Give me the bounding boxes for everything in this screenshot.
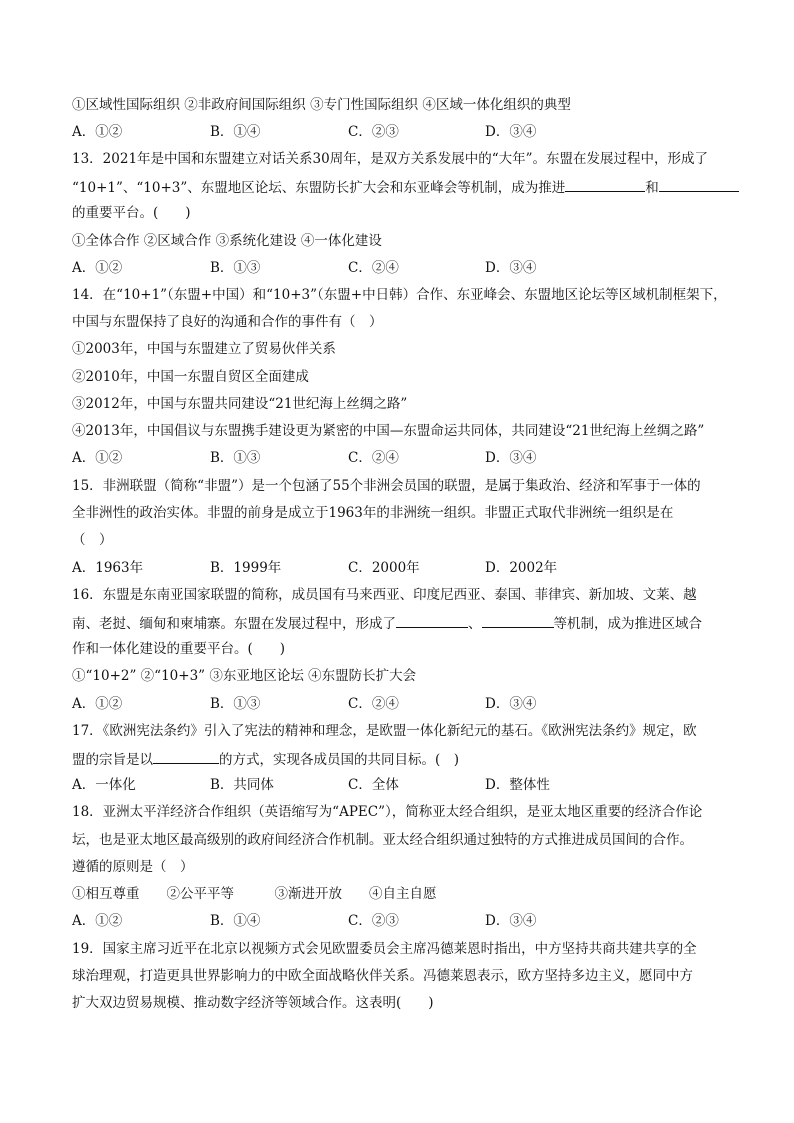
q15-stem-line1: 15．非洲联盟（简称“非盟”）是一个包涵了55个非洲会员国的联盟，是属于集政治、经济和军事于一体的 bbox=[72, 478, 701, 494]
q14-choice-1: ①2003年，中国与东盟建立了贸易伙伴关系 bbox=[72, 341, 336, 357]
q12-choices: ①区域性国际组织 ②非政府间国际组织 ③专门性国际组织 ④区域一体化组织的典型 bbox=[72, 97, 571, 113]
q17-stem-line2 bbox=[72, 749, 459, 769]
q13-blank-1 bbox=[565, 177, 645, 192]
q13-option-d[interactable]: D．③④ bbox=[485, 260, 537, 276]
q16-stem-text-c: 等机制，成为推进区域合 bbox=[553, 616, 702, 632]
q14-choice-3: ③2012年，中国与东盟共同建设“21世纪海上丝绸之路” bbox=[72, 396, 408, 412]
q15-option-d[interactable]: D．2002年 bbox=[485, 560, 558, 576]
q13-choices: ①全体合作 ②区域合作 ③系统化建设 ④一体化建设 bbox=[72, 233, 382, 249]
q16-option-c[interactable]: C．②④ bbox=[348, 696, 399, 712]
q13-blank-2 bbox=[659, 177, 739, 192]
q18-stem-line2: 坛，也是亚太地区最高级别的政府间经济合作机制。亚太经合组织通过独特的方式推进成员国间的合作。 bbox=[72, 832, 693, 848]
q17-stem-text-b: 的方式，实现各成员国的共同目标。( ) bbox=[219, 752, 460, 768]
q16-stem-line1: 16．东盟是东南亚国家联盟的简称，成员国有马来西亚、印度尼西亚、泰国、菲律宾、新加坡、文莱、越 bbox=[72, 587, 697, 603]
q14-option-c[interactable]: C．②④ bbox=[348, 450, 399, 466]
q17-option-a[interactable]: A．一体化 bbox=[72, 777, 136, 793]
q16-option-d[interactable]: D．③④ bbox=[485, 696, 537, 712]
q15-option-c[interactable]: C．2000年 bbox=[348, 560, 420, 576]
q16-stem-text-a: 南、老挝、缅甸和柬埔寨。东盟在发展过程中，形成了 bbox=[72, 616, 396, 632]
q13-stem-line3: 的重要平台。( ) bbox=[72, 205, 191, 221]
q15-option-b[interactable]: B．1999年 bbox=[210, 560, 282, 576]
q14-stem-line1: 14．在“10+1”（东盟+中国）和“10+3”（东盟+中日韩）合作、东亚峰会、东盟地区论坛等区域机制框架下， bbox=[72, 287, 727, 303]
q17-option-d[interactable]: D．整体性 bbox=[485, 777, 550, 793]
q18-choices: ①相互尊重 ②公平平等 ③渐进开放 ④自主自愿 bbox=[72, 886, 437, 902]
q18-option-d[interactable]: D．③④ bbox=[485, 913, 537, 929]
q19-stem-line2: 球治理观，打造更具世界影响力的中欧全面战略伙伴关系。冯德莱恩表示，欧方坚持多边主义，愿同中方 bbox=[72, 968, 693, 984]
q16-option-b[interactable]: B．①③ bbox=[210, 696, 261, 712]
q17-stem-text-a: 盟的宗旨是以 bbox=[72, 752, 153, 768]
q13-stem-text-a: “10+1”、“10+3”、东盟地区论坛、东盟防长扩大会和东亚峰会等机制，成为推进 bbox=[72, 180, 566, 196]
q19-stem-line3: 扩大双边贸易规模、推动数字经济等领域合作。这表明( ) bbox=[72, 995, 434, 1011]
q17-option-c[interactable]: C．全体 bbox=[348, 777, 399, 793]
q14-choice-2: ②2010年，中国一东盟自贸区全面建成 bbox=[72, 369, 309, 385]
q12-option-c[interactable]: C．②③ bbox=[348, 124, 399, 140]
q12-option-a[interactable]: A．①② bbox=[72, 124, 123, 140]
q16-choices: ①“10+2” ②“10+3” ③东亚地区论坛 ④东盟防长扩大会 bbox=[72, 668, 417, 684]
q13-stem-line2 bbox=[72, 177, 739, 197]
q13-option-b[interactable]: B．①③ bbox=[210, 260, 261, 276]
q16-stem-line3: 作和一体化建设的重要平台。( ) bbox=[72, 641, 286, 657]
q17-blank bbox=[153, 749, 219, 764]
q18-option-b[interactable]: B．①④ bbox=[210, 913, 261, 929]
q16-stem-text-b: 、 bbox=[468, 616, 482, 632]
q14-option-d[interactable]: D．③④ bbox=[485, 450, 537, 466]
q14-stem-line2: 中国与东盟保持了良好的沟通和合作的事件有（ ） bbox=[72, 314, 383, 330]
q18-option-a[interactable]: A．①② bbox=[72, 913, 123, 929]
q14-choice-4: ④2013年，中国倡议与东盟携手建设更为紧密的中国—东盟命运共同体，共同建设“21世纪海上丝绸之路” bbox=[72, 423, 705, 439]
q13-option-c[interactable]: C．②④ bbox=[348, 260, 399, 276]
q19-stem-line1: 19．国家主席习近平在北京以视频方式会见欧盟委员会主席冯德莱恩时指出，中方坚持共商共建共享的全 bbox=[72, 941, 697, 957]
q15-stem-line2: 全非洲性的政治实体。非盟的前身是成立于1963年的非洲统一组织。非盟正式取代非洲统一组织是在 bbox=[72, 505, 674, 521]
q13-stem-text-b: 和 bbox=[645, 180, 659, 196]
q13-option-a[interactable]: A．①② bbox=[72, 260, 123, 276]
q16-option-a[interactable]: A．①② bbox=[72, 696, 123, 712]
q13-stem-line1: 13．2021年是中国和东盟建立对话关系30周年，是双方关系发展中的“大年”。东盟在发展过程中，形成了 bbox=[72, 151, 709, 167]
q16-stem-line2 bbox=[72, 613, 702, 633]
q14-option-a[interactable]: A．①② bbox=[72, 450, 123, 466]
q16-blank-2 bbox=[482, 613, 554, 628]
q18-stem-line3: 遵循的原则是（ ） bbox=[72, 859, 194, 875]
q16-blank-1 bbox=[396, 613, 468, 628]
q17-stem-line1: 17．《欧洲宪法条约》引入了宪法的精神和理念，是欧盟一体化新纪元的基石。《欧洲宪法条约》规定，欧 bbox=[72, 723, 697, 739]
q17-option-b[interactable]: B．共同体 bbox=[210, 777, 274, 793]
q15-option-a[interactable]: A．1963年 bbox=[72, 560, 144, 576]
q18-stem-line1: 18．亚洲太平洋经济合作组织（英语缩写为“APEC”），简称亚太经合组织，是亚太地区重要的经济合作论 bbox=[72, 804, 703, 820]
q12-option-b[interactable]: B．①④ bbox=[210, 124, 261, 140]
q12-option-d[interactable]: D．③④ bbox=[485, 124, 537, 140]
q14-option-b[interactable]: B．①③ bbox=[210, 450, 261, 466]
q15-stem-line3: （ ） bbox=[72, 532, 113, 548]
q18-option-c[interactable]: C．②③ bbox=[348, 913, 399, 929]
